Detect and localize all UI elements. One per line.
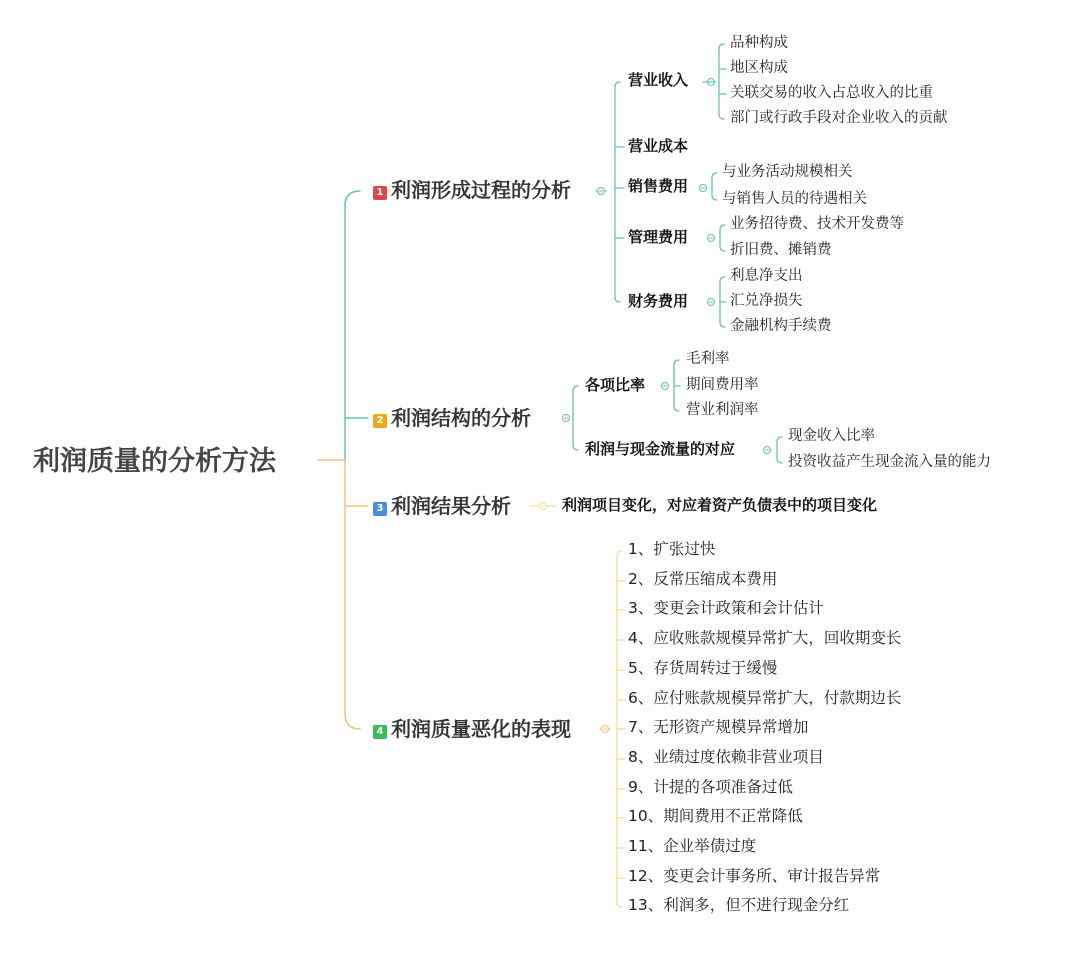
connector-29: [777, 437, 782, 463]
b4-item-12[interactable]: 12、变更会计事务所、审计报告异常: [628, 867, 881, 885]
b2-sub-2-item-1[interactable]: 现金收入比率: [788, 428, 875, 444]
badge-4: 4: [373, 725, 387, 739]
b1-sub-1-item-2[interactable]: 地区构成: [730, 60, 788, 76]
b2-sub-1-item-2[interactable]: 期间费用率: [686, 377, 759, 393]
connector-13: [719, 44, 724, 119]
branch-3-label: 利润结果分析: [391, 494, 511, 518]
badge-2: 2: [373, 414, 387, 428]
branch-1-label: 利润形成过程的分析: [391, 178, 571, 202]
badge-3: 3: [373, 502, 387, 516]
b4-item-2[interactable]: 2、反常压缩成本费用: [628, 570, 778, 588]
b2-sub-2-item-2[interactable]: 投资收益产生现金流入量的能力: [788, 454, 991, 470]
branch-3-topic[interactable]: [373, 496, 511, 516]
connector-24: [573, 386, 578, 450]
b1-sub-1-item-1[interactable]: 品种构成: [730, 35, 788, 51]
b1-sub-5-item-2[interactable]: 汇兑净损失: [730, 293, 803, 309]
connector-17: [712, 173, 717, 200]
b4-item-6[interactable]: 6、应付账款规模异常扩大，付款期边长: [628, 689, 902, 707]
b1-sub-4-item-2[interactable]: 折旧费、摊销费: [730, 242, 832, 258]
b2-sub-2[interactable]: 利润与现金流量的对应: [585, 440, 736, 458]
b1-sub-5[interactable]: 财务费用: [628, 292, 689, 310]
b1-sub-4[interactable]: 管理费用: [628, 228, 689, 246]
branch-1-topic[interactable]: [373, 180, 571, 200]
connector-2: [345, 460, 360, 729]
connector-1: [345, 191, 360, 460]
b2-sub-1-item-3[interactable]: 营业利润率: [686, 402, 759, 418]
b1-sub-2[interactable]: 营业成本: [628, 137, 689, 155]
b1-sub-1[interactable]: 营业收入: [628, 71, 689, 89]
b1-sub-3-item-2[interactable]: 与销售人员的待遇相关: [722, 191, 867, 207]
b2-sub-1[interactable]: 各项比率: [585, 376, 646, 394]
b4-item-11[interactable]: 11、企业举债过度: [628, 837, 757, 855]
branch-2-label: 利润结构的分析: [391, 406, 531, 430]
b1-sub-3[interactable]: 销售费用: [628, 177, 689, 195]
branch-4-topic[interactable]: [373, 719, 571, 739]
b4-item-13[interactable]: 13、利润多，但不进行现金分红: [628, 896, 850, 914]
b4-item-10[interactable]: 10、期间费用不正常降低: [628, 807, 803, 825]
b1-sub-5-item-3[interactable]: 金融机构手续费: [730, 318, 832, 334]
root-topic[interactable]: 利润质量的分析方法: [33, 446, 276, 477]
b4-item-3[interactable]: 3、变更会计政策和会计估计: [628, 599, 824, 617]
b4-item-1[interactable]: 1、扩张过快: [628, 540, 716, 558]
badge-1: 1: [373, 186, 387, 200]
b4-item-9[interactable]: 9、计提的各项准备过低: [628, 778, 793, 796]
b1-sub-5-item-1[interactable]: 利息净支出: [730, 268, 803, 284]
b2-sub-1-item-1[interactable]: 毛利率: [686, 351, 730, 367]
branch-4-label: 利润质量恶化的表现: [391, 717, 571, 741]
b1-sub-1-item-4[interactable]: 部门或行政手段对企业收入的贡献: [730, 110, 948, 126]
connector-19: [720, 225, 725, 251]
connector-7: [615, 82, 620, 302]
b4-item-5[interactable]: 5、存货周转过于缓慢: [628, 659, 778, 677]
b1-sub-1-item-3[interactable]: 关联交易的收入占总收入的比重: [730, 85, 933, 101]
b1-sub-4-item-1[interactable]: 业务招待费、技术开发费等: [730, 216, 904, 232]
b1-sub-3-item-1[interactable]: 与业务活动规模相关: [722, 164, 853, 180]
b4-item-8[interactable]: 8、业绩过度依赖非营业项目: [628, 748, 824, 766]
b4-item-4[interactable]: 4、应收账款规模异常扩大，回收期变长: [628, 629, 902, 647]
b3-sub-1[interactable]: 利润项目变化，对应着资产负债表中的项目变化: [562, 496, 878, 514]
b4-item-7[interactable]: 7、无形资产规模异常增加: [628, 718, 809, 736]
branch-2-topic[interactable]: [373, 408, 531, 428]
